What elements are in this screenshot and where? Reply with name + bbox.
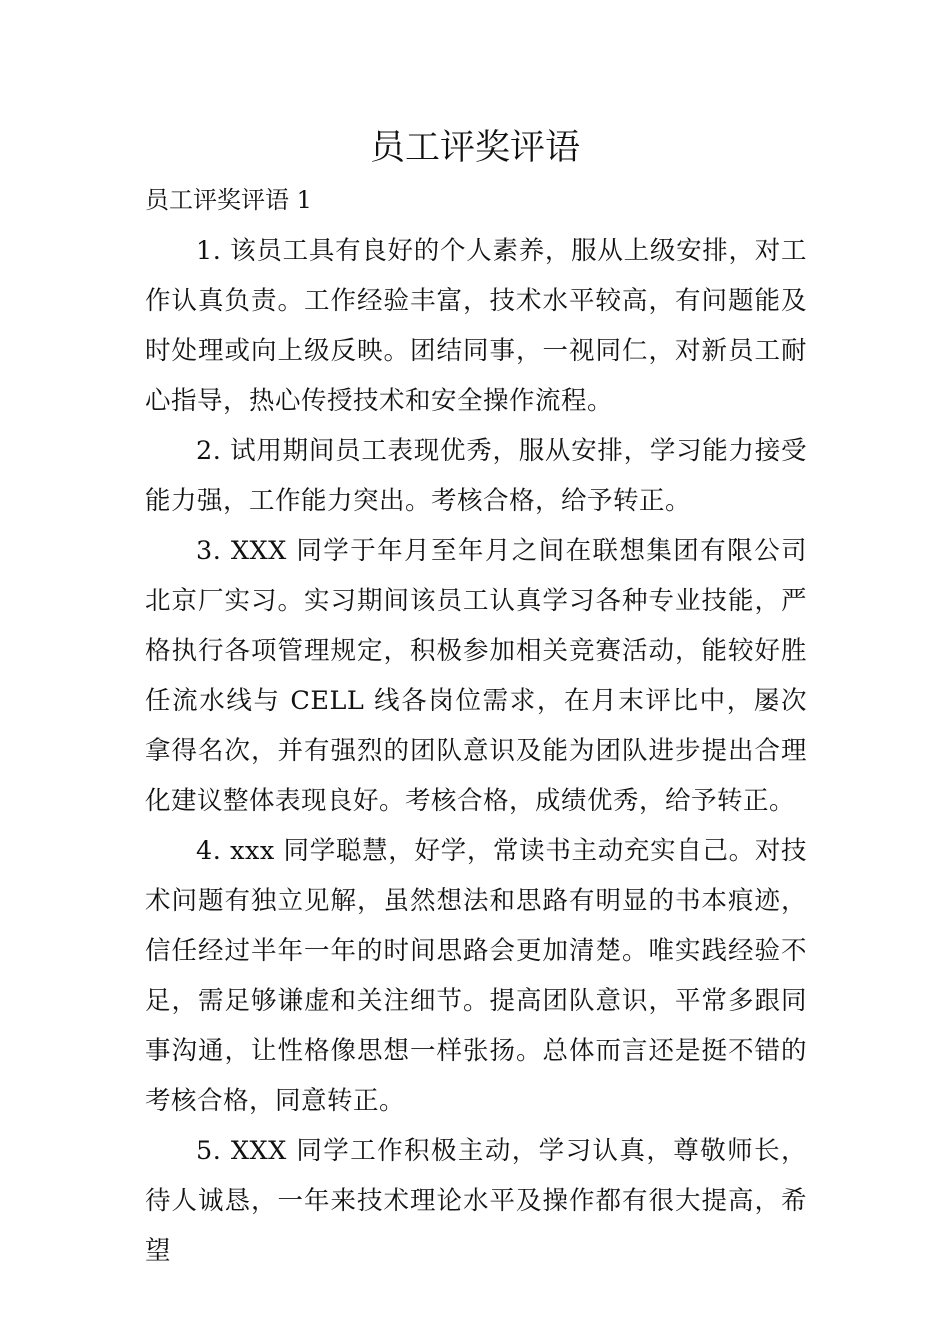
document-title: 员工评奖评语: [369, 128, 580, 168]
paragraph-4: 4. xxx 同学聪慧，好学，常读书主动充实自己。对技术问题有独立见解，虽然想法和思路有明显的书本痕迹，信任经过半年一年的时间思路会更加清楚。唯实践经验不足，需足够谦虚和关注细节。提高团队意识，平常多跟同事沟通，让性格像思想一样张扬。总体而言还是挺不错的考核合格，同意转正。: [145, 836, 807, 1116]
paragraph-1: 1. 该员工具有良好的个人素养，服从上级安排，对工作认真负责。工作经验丰富，技术水平较高，有问题能及时处理或向上级反映。团结同事，一视同仁，对新员工耐心指导，热心传授技术和安全操作流程。: [145, 236, 807, 416]
paragraph-2: 2. 试用期间员工表现优秀，服从安排，学习能力接受能力强，工作能力突出。考核合格，给予转正。: [145, 436, 807, 516]
paragraph-5: 5. XXX 同学工作积极主动，学习认真，尊敬师长，待人诚恳，一年来技术理论水平及操作都有很大提高，希望: [145, 1136, 807, 1266]
document-body: [145, 226, 807, 1276]
document-subtitle: 员工评奖评语 1: [145, 186, 312, 214]
paragraph-3: 3. XXX 同学于年月至年月之间在联想集团有限公司北京厂实习。实习期间该员工认真学习各种专业技能，严格执行各项管理规定，积极参加相关竞赛活动，能较好胜任流水线与 CELL 线各岗位需求，在月末评比中，屡次拿得名次，并有强烈的团队意识及能为团队进步提出合理化建议整体表现良好。考核合格，成绩优秀，给予转正。: [145, 536, 807, 816]
